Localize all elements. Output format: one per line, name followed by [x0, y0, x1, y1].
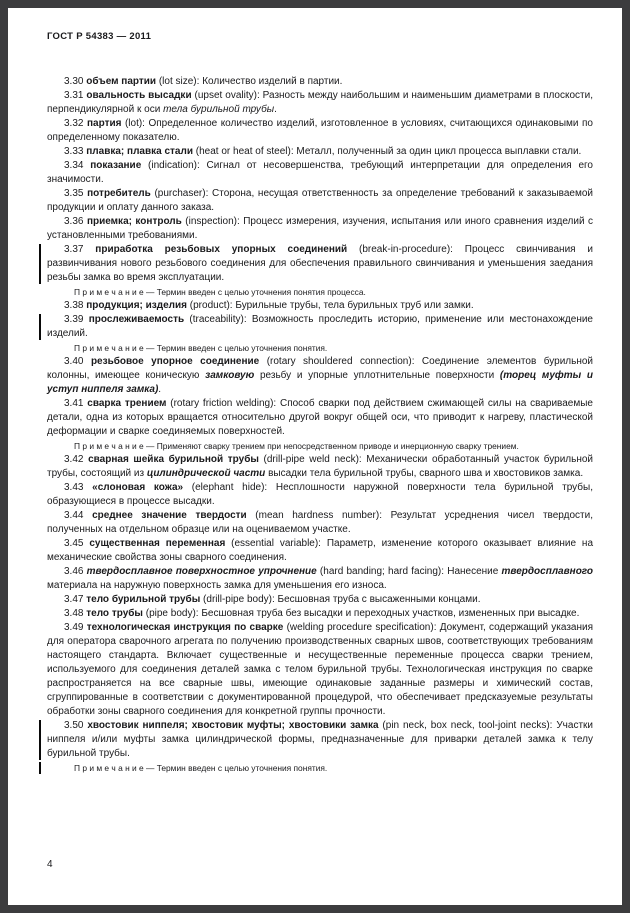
- term-paragraph: [47, 145, 593, 159]
- text-segment: П р и м е ч а н и е — Термин введен с целью уточнения понятия процесса.: [74, 287, 366, 297]
- text-segment: партия: [86, 118, 122, 129]
- text-segment: потребитель: [87, 188, 151, 199]
- term-paragraph: [47, 243, 593, 285]
- term-paragraph: [47, 75, 593, 89]
- text-segment: (upset ovality): Разность между наибольшим и наименьшим диаметрами в плоскости, перпендикулярной к оси: [47, 90, 593, 115]
- text-segment: П р и м е ч а н и е — Применяют сварку трением при непосредственном приводе и инерционную сварку трением.: [74, 441, 519, 451]
- term-paragraph: [47, 453, 593, 481]
- text-segment: резьбу и упорные уплотнительные поверхности: [254, 370, 500, 381]
- text-segment: 3.34: [64, 160, 91, 171]
- text-segment: (welding procedure specification): Документ, содержащий указания для оператора сварочного агрегата по получению производственных сварных швов, соответствующих требованиям настоящего стандарта. Включает существенные и несущественные переменные процесса сварки трением, используемого для соединения деталей замка с телом бурильной трубы. Технологическая инструкция по сварке распространяется на все сварные швы, имеющие одинаковые заданные размеры и химический состав, сгруппированные в соответствии с документированной процедурой, что обеспечивает предсказуемые результаты обработки зоны сварного соединения для конкретной группы прочности.: [47, 622, 593, 717]
- text-segment: 3.46: [64, 566, 87, 577]
- term-paragraph: [47, 509, 593, 537]
- text-segment: технологическая инструкция по сварке: [86, 622, 284, 633]
- term-paragraph: [47, 313, 593, 341]
- text-segment: замковую: [205, 370, 255, 381]
- text-segment: П р и м е ч а н и е — Термин введен с целью уточнения понятия.: [74, 763, 328, 773]
- text-segment: тело трубы: [86, 608, 143, 619]
- term-paragraph: [47, 159, 593, 187]
- text-segment: (break-in-procedure): Процесс свинчивания и развинчивания нового резьбового соединения для обеспечения правильного свинчивания и уменьшения заедания резьбы замка во время эксплуатации.: [47, 244, 593, 283]
- term-paragraph: [47, 299, 593, 313]
- term-paragraph: [47, 187, 593, 215]
- text-segment: материала на наружную поверхность замка для уменьшения его износа.: [47, 580, 387, 591]
- text-segment: (rotary friction welding): Способ сварки под действием сжимающей силы на свариваемые детали, одна из которых вращается относительно другой вокруг общей оси, что приводит к нагреву, пластической деформации и сварке соединяемых поверхностей.: [47, 398, 593, 437]
- text-segment: (indication): Сигнал от несовершенства, требующий интерпретации для определения его значимости.: [47, 160, 593, 185]
- text-segment: существенная переменная: [89, 538, 226, 549]
- text-segment: приемка; контроль: [86, 216, 182, 227]
- text-segment: 3.31: [64, 90, 87, 101]
- text-segment: (product): Бурильные трубы, тела бурильных труб или замки.: [187, 300, 474, 311]
- text-segment: (drill-pipe body): Бесшовная труба с высаженными концами.: [200, 594, 481, 605]
- text-segment: (rotary shouldered connection): Соединение элементов бурильной колонны, имеющее коническую: [47, 356, 593, 381]
- text-segment: твердосплавного: [501, 566, 593, 577]
- text-segment: 3.42: [64, 454, 89, 465]
- term-paragraph: [47, 593, 593, 607]
- text-segment: 3.36: [64, 216, 87, 227]
- text-segment: хвостовик ниппеля; хвостовик муфты; хвостовики замка: [87, 720, 379, 731]
- term-paragraph: [47, 719, 593, 761]
- document-header: ГОСТ Р 54383 — 2011: [47, 31, 152, 42]
- text-segment: тела бурильной трубы: [163, 104, 275, 115]
- text-segment: 3.33: [64, 146, 87, 157]
- text-segment: 3.45: [64, 538, 90, 549]
- text-segment: 3.43: [64, 482, 93, 493]
- text-segment: 3.32: [64, 118, 87, 129]
- text-segment: плавка; плавка стали: [86, 146, 193, 157]
- term-paragraph: [47, 607, 593, 621]
- text-segment: П р и м е ч а н и е — Термин введен с целью уточнения понятия.: [74, 343, 328, 353]
- text-segment: (pipe body): Бесшовная труба без высадки и переходных участков, измененных при высадке.: [142, 608, 580, 619]
- text-segment: (lot): Определенное количество изделий, изготовленное в условиях, считающихся одинаковыми по определенному показателю.: [47, 118, 593, 143]
- text-segment: (lot size): Количество изделий в партии.: [156, 76, 343, 87]
- text-segment: 3.40: [64, 356, 91, 367]
- document-page: [8, 8, 622, 905]
- page-number: 4: [47, 859, 53, 870]
- text-segment: (mean hardness number): Результат усреднения чисел твердости, полученных на отдельном образце или на оцениваемом участке.: [47, 510, 593, 535]
- text-segment: (торец муфты и уступ ниппеля замка): [47, 370, 593, 395]
- text-segment: объем партии: [86, 76, 157, 87]
- text-segment: прослеживаемость: [88, 314, 185, 325]
- note-paragraph: [47, 439, 593, 453]
- text-segment: (heat or heat of steel): Металл, полученный за один цикл процесса выплавки стали.: [193, 146, 582, 157]
- text-segment: 3.39: [64, 314, 89, 325]
- text-segment: .: [274, 104, 277, 115]
- text-segment: 3.30: [64, 76, 87, 87]
- text-segment: тело бурильной трубы: [86, 594, 201, 605]
- text-segment: 3.44: [64, 510, 93, 521]
- term-paragraph: [47, 481, 593, 509]
- text-segment: .: [158, 384, 162, 395]
- text-segment: показание: [90, 160, 142, 171]
- text-segment: среднее значение твердости: [92, 510, 247, 521]
- text-segment: «слоновая кожа»: [92, 482, 184, 493]
- text-segment: (purchaser): Сторона, несущая ответственность за определение требований к заказываемой продукции и оплату данного заказа.: [47, 188, 593, 213]
- note-paragraph: [47, 341, 593, 355]
- text-segment: овальность высадки: [86, 90, 192, 101]
- text-segment: сварка трением: [87, 398, 167, 409]
- term-paragraph: [47, 621, 593, 719]
- text-segment: (pin neck, box neck, tool-joint necks): Участки ниппеля и/или муфты замка цилиндрической формы, предназначенные для приварки деталей замка к телу бурильной трубы.: [47, 720, 593, 759]
- text-segment: (inspection): Процесс измерения, изучения, испытания или иного сравнения изделий с установленными требованиями.: [47, 216, 594, 241]
- text-segment: (traceability): Возможность проследить историю, применение или местонахождение изделий.: [47, 314, 593, 339]
- text-segment: (essential variable): Параметр, изменение которого оказывает влияние на механические свойства зоны сварного соединения.: [47, 538, 593, 563]
- text-segment: приработка резьбовых упорных соединений: [95, 244, 348, 255]
- text-segment: цилиндрической части: [146, 468, 266, 479]
- text-segment: продукция; изделия: [86, 300, 188, 311]
- term-paragraph: [47, 565, 593, 593]
- text-segment: твердосплавное поверхностное упрочнение: [86, 566, 317, 577]
- text-segment: (hard banding; hard facing): Нанесение: [316, 566, 502, 577]
- term-paragraph: [47, 215, 593, 243]
- text-segment: 3.35: [64, 188, 88, 199]
- term-paragraph: [47, 397, 593, 439]
- term-paragraph: [47, 537, 593, 565]
- text-segment: (drill-pipe weld neck): Механически обработанный участок бурильной трубы, состоящий из: [47, 454, 593, 479]
- document-content: [47, 75, 593, 775]
- text-segment: 3.47: [64, 594, 87, 605]
- note-paragraph: [47, 761, 593, 775]
- text-segment: 3.38: [64, 300, 87, 311]
- note-paragraph: [47, 285, 593, 299]
- text-segment: 3.48: [64, 608, 87, 619]
- term-paragraph: [47, 89, 593, 117]
- text-segment: высадки тела бурильной трубы, сварного шва и хвостовиков замка.: [265, 468, 584, 479]
- text-segment: сварная шейка бурильной трубы: [88, 454, 259, 465]
- term-paragraph: [47, 117, 593, 145]
- text-segment: 3.50: [64, 720, 88, 731]
- text-segment: 3.49: [64, 622, 87, 633]
- text-segment: (elephant hide): Несплошности наружной поверхности тела бурильной трубы, образующиеся в процессе высадки.: [47, 482, 593, 507]
- text-segment: 3.41: [64, 398, 88, 409]
- text-segment: 3.37: [64, 244, 96, 255]
- term-paragraph: [47, 355, 593, 397]
- text-segment: резьбовое упорное соединение: [90, 356, 260, 367]
